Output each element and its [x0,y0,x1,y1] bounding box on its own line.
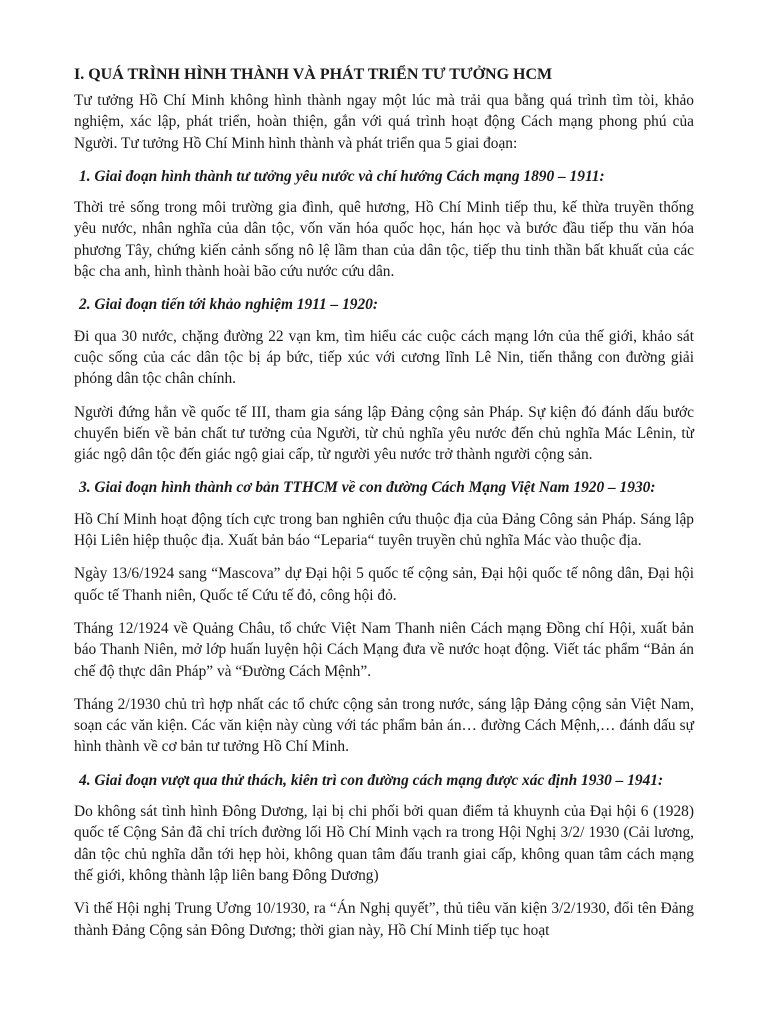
section-3-paragraph-2: Ngày 13/6/1924 sang “Mascova” dự Đại hội 5 quốc tế cộng sản, Đại hội quốc tế nông dân, Đại hội quốc tế Thanh niên, Quốc tế Cứu tế đỏ, công hội đỏ. [74,565,694,604]
section-3-paragraph-4: Tháng 2/1930 chủ trì hợp nhất các tổ chức cộng sản trong nước, sáng lập Đảng cộng sản Việt Nam, soạn các văn kiện. Các văn kiện này cùng với tác phẩm bản án… đường Cách Mệnh,… đánh dấu sự hình thành về cơ bản tư tưởng Hồ Chí Minh. [74,695,694,756]
section-2-paragraph-2: Người đứng hẳn về quốc tế III, tham gia sáng lập Đảng cộng sản Pháp. Sự kiện đó đánh dấu bước chuyển biến về bản chất tư tưởng của Người, từ chủ nghĩa yêu nước đến chủ nghĩa Mác Lênin, từ giác ngộ dân tộc đến giác ngộ giai cấp, từ người yêu nước trở thành người cộng sản. [74,403,694,464]
document-page [74,64,694,953]
section-4-paragraph-1: Do không sát tình hình Đông Dương, lại bị chi phối bởi quan điểm tả khuynh của Đại hội 6 (1928) quốc tế Cộng Sản đã chỉ trích đường lối Hồ Chí Minh vạch ra trong Hội Nghị 3/2/ 1930 (Cải lương, dân tộc chủ nghĩa dẫn tới hẹp hòi, không quan tâm đấu tranh giai cấp, không quan tâm cách mạng thế giới, không thành lập liên bang Đông Dương) [74,803,694,884]
section-4-paragraph-2: Vì thế Hội nghị Trung Ương 10/1930, ra “Án Nghị quyết”, thủ tiêu văn kiện 3/2/1930, đổi tên Đảng thành Đảng Cộng sản Đông Dương; thời gian này, Hồ Chí Minh tiếp tục hoạt [74,900,694,939]
document-heading: I. QUÁ TRÌNH HÌNH THÀNH VÀ PHÁT TRIỂN TƯ TƯỞNG HCM [74,66,553,83]
section-3-paragraph-1: Hồ Chí Minh hoạt động tích cực trong ban nghiên cứu thuộc địa của Đảng Công sản Pháp. Sáng lập Hội Liên hiệp thuộc địa. Xuất bản báo “Leparia“ tuyên truyền chủ nghĩa Mác vào thuộc địa. [74,510,694,550]
section-1-title: 1. Giai đoạn hình thành tư tưởng yêu nước và chí hướng Cách mạng 1890 – 1911: [79,167,605,185]
section-2-title: 2. Giai đoạn tiến tới khảo nghiệm 1911 – 1920: [79,296,379,314]
section-3-paragraph-3: Tháng 12/1924 về Quảng Châu, tổ chức Việt Nam Thanh niên Cách mạng Đồng chí Hội, xuất bản báo Thanh Niên, mở lớp huấn luyện hội Cách Mạng đưa về nước hoạt động. Viết tác phẩm “Bản án chế độ thực dân Pháp” và “Đường Cách Mệnh”. [74,619,694,680]
intro-paragraph: Tư tưởng Hồ Chí Minh không hình thành ngay một lúc mà trải qua bằng quá trình tìm tòi, khảo nghiệm, xác lập, phát triển, hoàn thiện, gắn với quá trình hoạt động Cách mạng phong phú của Người. Tư tưởng Hồ Chí Minh hình thành và phát triển qua 5 giai đoạn: [74,92,694,152]
section-1-paragraph: Thời trẻ sống trong môi trường gia đình, quê hương, Hồ Chí Minh tiếp thu, kế thừa truyền thống yêu nước, nhân nghĩa của dân tộc, vốn văn hóa quốc học, hán học và bước đầu tiếp thu văn hóa phương Tây, chứng kiến cảnh sống nô lệ lầm than của dân tộc, tiếp thu tinh thần bất khuất của các bậc cha anh, hình thành hoài bão cứu nước cứu dân. [74,199,694,281]
section-2-paragraph-1: Đi qua 30 nước, chặng đường 22 vạn km, tìm hiểu các cuộc cách mạng lớn của thế giới, khảo sát cuộc sống của các dân tộc bị áp bức, tiếp xúc với cương lĩnh Lê Nin, tiến thẳng con đường giải phóng dân tộc chân chính. [74,327,694,388]
section-3-title: 3. Giai đoạn hình thành cơ bản TTHCM về con đường Cách Mạng Việt Nam 1920 – 1930: [79,479,656,497]
section-4-title: 4. Giai đoạn vượt qua thử thách, kiên trì con đường cách mạng được xác định 1930 – 1941: [79,771,664,789]
